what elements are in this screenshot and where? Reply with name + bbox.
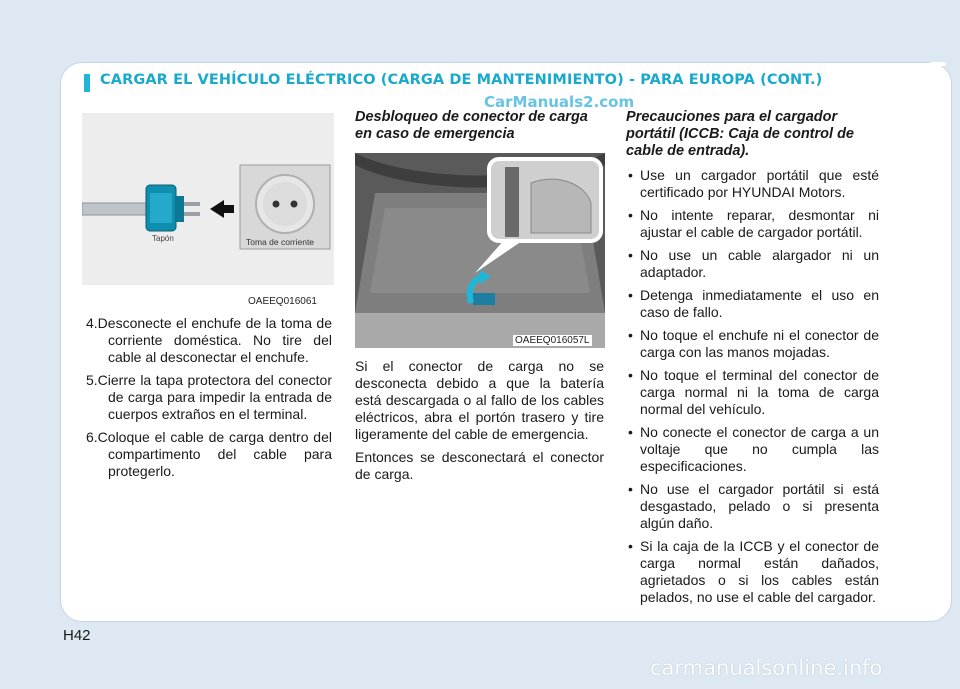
figure-code-trunk: OAEEQ016057L — [515, 335, 590, 346]
figure-trunk — [355, 153, 605, 348]
column-2-text — [355, 358, 604, 489]
precaution-item: • Detenga inmediatamente el uso en caso de fallo. — [623, 287, 879, 321]
step-6: 6.Coloque el cable de carga dentro del compartimento del cable para protegerlo. — [86, 429, 332, 479]
watermark-top[interactable]: CarManuals2.com — [484, 93, 635, 111]
label-plug: Tapón — [152, 234, 174, 243]
paragraph-result: Entonces se desconectará el conector de carga. — [355, 449, 604, 482]
plug-illustration — [82, 113, 334, 285]
precautions-heading: Precauciones para el cargador portátil (ICCB: Caja de control de cable de entrada). — [626, 109, 854, 159]
trunk-illustration — [355, 153, 605, 348]
emergency-release-heading: Desbloqueo de conector de carga en caso de emergencia — [355, 109, 588, 142]
header-accent-bar — [84, 74, 90, 92]
label-socket: Toma de corriente — [246, 237, 315, 247]
figure-plug-and-socket — [82, 113, 334, 307]
paragraph-emergency: Si el conector de carga no se desconecta debido a que la batería está descargada o al fallo de los cables eléctricos, abra el portón trasero y tire ligeramente del cable de emergencia. — [355, 358, 604, 442]
figure-code-plug: OAEEQ016061 — [248, 296, 317, 307]
precautions-list — [623, 167, 879, 606]
corner-mark — [930, 62, 946, 66]
step-5: 5.Cierre la tapa protectora del conector de carga para impedir la entrada de cuerpos extraños en el terminal. — [86, 372, 332, 422]
section-title: CARGAR EL VEHÍCULO ELÉCTRICO (CARGA DE MANTENIMIENTO) - PARA EUROPA (CONT.) — [100, 72, 823, 88]
step-4: 4.Desconecte el enchufe de la toma de corriente doméstica. No tire del cable al desconectar el enchufe. — [86, 315, 332, 365]
precaution-item: • Use un cargador portátil que esté certificado por HYUNDAI Motors. — [623, 167, 879, 201]
page-number: H42 — [63, 627, 91, 644]
precaution-item: • No use el cargador portátil si está desgastado, pelado o si presenta algún daño. — [623, 481, 879, 532]
precaution-item: • No conecte el conector de carga a un voltaje que no cumpla las especificaciones. — [623, 424, 879, 475]
precaution-item: • No use un cable alargador ni un adaptador. — [623, 247, 879, 281]
precaution-item: • No toque el terminal del conector de carga normal ni la toma de carga normal del vehículo. — [623, 367, 879, 418]
watermark-bottom[interactable]: carmanualsonline.info — [650, 656, 883, 680]
precaution-item: • Si la caja de la ICCB y el conector de carga normal están dañados, agrietados o si los cables están pelados, no use el cable del cargador. — [623, 538, 879, 606]
precaution-item: • No toque el enchufe ni el conector de carga con las manos mojadas. — [623, 327, 879, 361]
precaution-item: • No intente reparar, desmontar ni ajustar el cable de cargador portátil. — [623, 207, 879, 241]
column-3-bullets — [623, 167, 879, 612]
column-1-steps — [86, 315, 332, 486]
